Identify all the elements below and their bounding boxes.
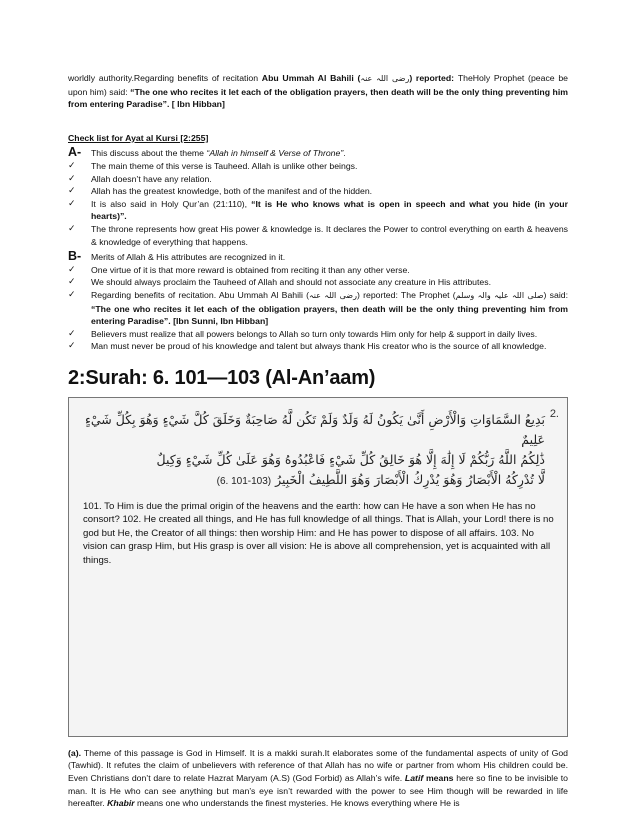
check-mark-icon: ✓ (68, 160, 76, 171)
check-mark-icon: ✓ (68, 264, 76, 275)
check-mark-icon: ✓ (68, 186, 76, 197)
verse-reference: (6. 101-103) (216, 475, 272, 487)
arabic-line: ذَٰلِكُمُ اللَّهُ رَبُّكُمْ لَا إِلَٰهَ إِلَّا هُوَ خَالِقُ كُلِّ شَيْءٍ فَاعْبُدُوهُ وَهُوَ عَلَىٰ كُلِّ شَيْءٍ وَكِيلٌ (156, 451, 545, 467)
theme-label: (a). (68, 747, 82, 758)
english-translation: 101. To Him is due the primal origin of the heavens and the earth: how can He have a son when He has no consort? 102. He created all things, and He has full knowledge of all things. That is Allah, your Lord! there is no god but He, the Creator of all things: then worship Him: and He has power to dispose of all affairs. 103. No vision can grasp Him, but His grasp is over all vision: He is above all comprehension, yet is acquainted with all things. (83, 500, 554, 566)
checklist-a (68, 160, 568, 248)
arabic-line: عَلِيمٌ (521, 431, 545, 447)
theme-paragraph: (a). Theme of this passage is God in Himself. It is a makki surah.It elaborates some of the fundamental aspects of unity of God (Tawhid). It refutes the claim of unbelievers with reference of that Allah has no wife or partner from whom His children could be. Even Christians don’t dare to relate Hazrat Maryam (A.S) (God Forbid) as Allah’s wife. Latif means here so fine to be invisible to man. It is He who can see anything but man’s eye isn’t rewarded with the power to see Him though will be rewarded in life hereafter. Khabir means one who understands the finest mysteries. He knows everything where He is (68, 747, 568, 809)
list-item: ✓ The main theme of this verse is Tauheed. Allah is unlike other beings. (68, 160, 358, 171)
list-item: ✓ One virtue of it is that more reward is obtained from reciting it than any other verse. (68, 264, 410, 275)
check-mark-icon: ✓ (68, 277, 76, 288)
intro-paragraph: worldly authority.Regarding benefits of recitation Abu Ummah Al Bahili (رضی اللہ عنہ) reported: TheHoly Prophet (peace be upon him) said: “The one who recites it let each of the obligation prayers, then death will be the only thing preventing him from entering Paradise”. [ Ibn Hibban] (68, 73, 569, 110)
section-letter: B- (68, 249, 82, 264)
list-item: ✓ Allah doesn’t have any relation. (68, 173, 212, 184)
list-item: ✓ The throne represents how great His power & knowledge is. It declares the Power to control everything on earth & heavens & knowledge of everything that happens. (68, 223, 568, 247)
hadith-quote: “The one who recites it let each of the obligation prayers, then death will be the only thing preventing him from entering Paradise”. [ Ibn Hibban] (68, 86, 568, 110)
check-mark-icon: ✓ (68, 328, 76, 339)
arabic-line: بَدِيعُ السَّمَاوَاتِ وَالْأَرْضِ أَنَّىٰ يَكُونُ لَهُ وَلَدٌ وَلَمْ تَكُن لَّهُ صَاحِبَةٌ وَخَلَقَ كُلَّ شَيْءٍ وَهُوَ بِكُلِّ شَيْءٍ (85, 411, 545, 427)
check-mark-icon: ✓ (68, 341, 76, 352)
section-letter: A- (68, 145, 82, 160)
arabic-line: لَّا تُدْرِكُهُ الْأَبْصَارُ وَهُوَ يُدْرِكُ الْأَبْصَارَ وَهُوَ اللَّطِيفُ الْخَبِيرُ (6. 101-103) (216, 471, 545, 487)
list-item: ✓ Allah has the greatest knowledge, both of the manifest and of the hidden. (68, 186, 373, 197)
verse-image (68, 397, 568, 737)
page-content (68, 72, 568, 810)
list-item: ✓ Believers must realize that all powers belongs to Allah so turn only towards Him only for help & support in daily lives. (68, 328, 538, 339)
section-a: A- This discuss about the theme “Allah in himself & Verse of Throne”. (68, 145, 346, 160)
term-khabir: Khabir (107, 798, 135, 809)
check-mark-icon: ✓ (68, 289, 76, 300)
list-item: ✓ It is also said in Holy Qur’an (21:110), “It is He who knows what is open in speech and what you hide (in your hearts)”. (68, 198, 568, 222)
section-b: B- Merits of Allah & His attributes are recognized in it. (68, 249, 286, 264)
list-item: ✓ Man must never be proud of his knowledge and talent but always thank His creator who is the source of all knowledge. (68, 341, 547, 352)
list-item: ✓ Regarding benefits of recitation. Abu Ummah Al Bahili (رضی اللہ عنہ) reported: The Prophet (صلی اللہ علیہ والہ وسلم) said: “The one who recites it let each of the obligation prayers, then death will be the only thing preventing him from entering Paradise”. [Ibn Sunni, Ibn Hibban] (68, 289, 568, 327)
verse-number: 2. (549, 407, 559, 420)
check-mark-icon: ✓ (68, 223, 76, 234)
surah-heading: 2:Surah: 6. 101—103 (Al-An’aam) (68, 366, 376, 389)
checklist-b (68, 264, 568, 353)
arabic-honorific: رضی اللہ عنہ (360, 74, 410, 83)
check-mark-icon: ✓ (68, 173, 76, 184)
term-latif: Latif (404, 773, 424, 784)
checklist-title: Check list for Ayat al Kursi [2:255] (68, 132, 209, 143)
narrator-name: Abu Ummah Al Bahili ( (261, 73, 361, 83)
list-item: ✓ We should always proclaim the Tauheed of Allah and should not associate any creature in His attributes. (68, 277, 492, 288)
check-mark-icon: ✓ (68, 198, 76, 209)
